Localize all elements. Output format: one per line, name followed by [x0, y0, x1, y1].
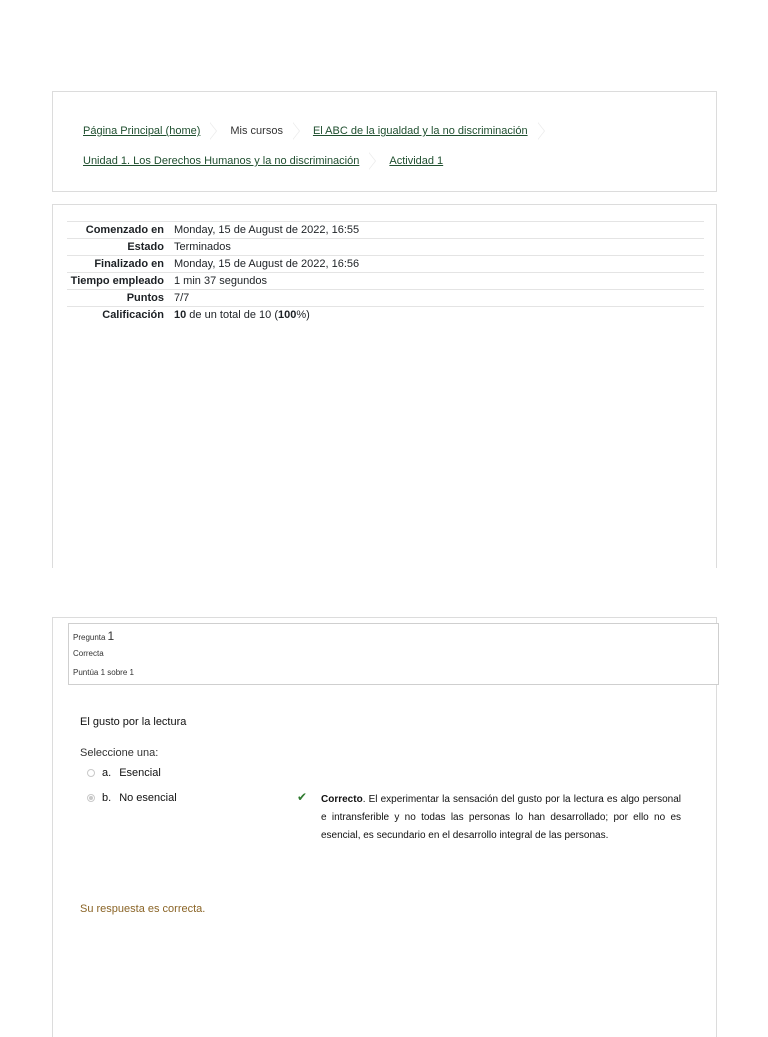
result-message: Su respuesta es correcta.: [80, 903, 206, 915]
breadcrumb: [52, 91, 717, 192]
answer-feedback: [321, 791, 681, 845]
summary-value: 7/7: [169, 290, 704, 307]
grade-value: [169, 307, 704, 324]
summary-row: [67, 307, 704, 324]
question-number-label: Pregunta: [73, 633, 106, 642]
summary-label: Tiempo empleado: [67, 273, 169, 290]
question-info: [68, 623, 719, 685]
summary-row: [67, 290, 704, 307]
summary-row: [67, 256, 704, 273]
summary-value: Terminados: [169, 239, 704, 256]
answer-option-b[interactable]: [87, 792, 177, 804]
question-container: [52, 617, 717, 1037]
breadcrumb-course-link[interactable]: El ABC de la igualdad y la no discriminación: [312, 125, 528, 137]
breadcrumb-row-2: [83, 150, 443, 172]
radio-button[interactable]: [87, 794, 95, 802]
summary-label: Finalizado en: [67, 256, 169, 273]
breadcrumb-separator: [293, 120, 300, 142]
summary-row: [67, 239, 704, 256]
grade-score: 10: [174, 309, 187, 321]
question-prompt: Seleccione una:: [80, 747, 159, 759]
grade-percent: 100: [277, 309, 297, 321]
summary-table: [67, 221, 704, 323]
breadcrumb-unit-link[interactable]: Unidad 1. Los Derechos Humanos y la no discriminación: [83, 155, 360, 167]
summary-value: Monday, 15 de August de 2022, 16:55: [169, 222, 704, 239]
breadcrumb-separator: [369, 150, 376, 172]
option-letter: b.: [102, 792, 112, 804]
summary-row: [67, 273, 704, 290]
breadcrumb-activity-link[interactable]: Actividad 1: [389, 155, 444, 167]
option-letter: a.: [102, 767, 112, 779]
check-icon: ✔: [297, 790, 308, 804]
grade-middle: de un total de 10 (: [186, 309, 278, 321]
summary-value: Monday, 15 de August de 2022, 16:56: [169, 256, 704, 273]
feedback-text: . El experimentar la sensación del gusto por la lectura es algo personal e intransferible y no todas las personas lo han desarrollado; por ello no es esencial, es secundario en el desarrollo integral de las personas.: [321, 794, 681, 841]
breadcrumb-my-courses: Mis cursos: [230, 125, 283, 137]
grade-end: %): [296, 309, 310, 321]
radio-button[interactable]: [87, 769, 95, 777]
question-number-value: 1: [107, 629, 115, 643]
feedback-strong: Correcto: [321, 794, 363, 805]
page-gap: [0, 569, 768, 622]
option-label: No esencial: [119, 792, 177, 804]
summary-label: Calificación: [67, 307, 169, 324]
breadcrumb-separator: [210, 120, 217, 142]
breadcrumb-home-link[interactable]: Página Principal (home): [83, 125, 201, 137]
breadcrumb-separator: [538, 120, 545, 142]
question-points: Puntúa 1 sobre 1: [73, 668, 134, 677]
attempt-summary: [52, 204, 717, 568]
summary-label: Comenzado en: [67, 222, 169, 239]
option-label: Esencial: [119, 767, 161, 779]
question-state: Correcta: [73, 649, 104, 658]
answer-option-a[interactable]: [87, 767, 161, 779]
summary-row: [67, 222, 704, 239]
summary-value: 1 min 37 segundos: [169, 273, 704, 290]
breadcrumb-row-1: [83, 120, 558, 142]
question-number: [73, 629, 114, 643]
summary-label: Puntos: [67, 290, 169, 307]
question-text: El gusto por la lectura: [80, 716, 187, 728]
summary-label: Estado: [67, 239, 169, 256]
